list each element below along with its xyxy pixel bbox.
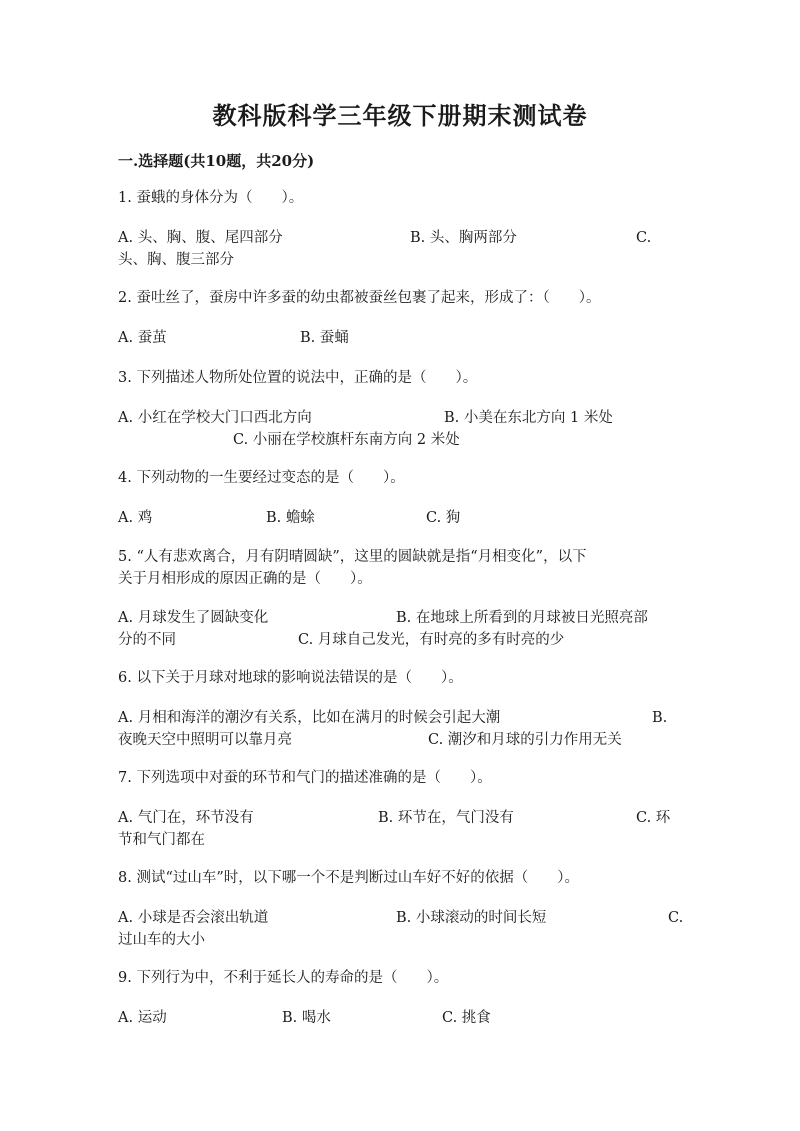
option-c-continued: 头、胸、腹三部分 [118, 252, 234, 268]
question-stem: 1. 蚕蛾的身体分为（ ）。 [118, 190, 304, 206]
option-a: A. 月相和海洋的潮汐有关系，比如在满月的时候会引起大潮 [118, 710, 501, 726]
option-c-continued: 节和气门都在 [118, 832, 205, 848]
option-a: A. 头、胸、腹、尾四部分 [118, 230, 283, 246]
option-c: C. 月球自己发光，有时亮的多有时亮的少 [298, 632, 565, 648]
option-b: B. 在地球上所看到的月球被日光照亮部 [396, 610, 648, 626]
option-b: B. 蟾蜍 [266, 510, 315, 526]
option-a: A. 月球发生了圆缺变化 [118, 610, 269, 626]
question-stem: 8. 测试“过山车”时，以下哪一个不是判断过山车好不好的依据（ ）。 [118, 870, 580, 886]
section-heading: 一.选择题(共10题，共20分) [118, 152, 315, 170]
option-a: A. 小红在学校大门口西北方向 [118, 410, 312, 426]
option-c: C. [636, 230, 652, 246]
page-title: 教科版科学三年级下册期末测试卷 [212, 101, 588, 130]
option-a: A. 小球是否会滚出轨道 [118, 910, 269, 926]
option-c: C. 环 [636, 810, 671, 826]
question-stem: 4. 下列动物的一生要经过变态的是（ ）。 [118, 470, 405, 486]
option-b: B. 头、胸两部分 [410, 230, 517, 246]
option-b-continued: 分的不同 [118, 632, 176, 648]
option-a: A. 鸡 [118, 510, 153, 526]
option-a: A. 运动 [118, 1010, 167, 1026]
option-b: B. 蚕蛹 [300, 330, 349, 346]
question-stem: 6. 以下关于月球对地球的影响说法错误的是（ ）。 [118, 670, 463, 686]
question-stem-line1: 5. “人有悲欢离合，月有阴晴圆缺”，这里的圆缺就是指“月相变化”，以下 [118, 549, 587, 565]
option-b: B. 喝水 [282, 1010, 331, 1026]
option-a: A. 蚕茧 [118, 330, 167, 346]
option-b: B. [652, 710, 668, 726]
question-stem: 9. 下列行为中，不利于延长人的寿命的是（ ）。 [118, 970, 449, 986]
option-b-continued: 夜晚天空中照明可以靠月亮 [118, 732, 292, 748]
option-a: A. 气门在，环节没有 [118, 810, 254, 826]
option-b: B. 环节在，气门没有 [378, 810, 514, 826]
option-b: B. 小球滚动的时间长短 [396, 910, 547, 926]
option-c: C. [668, 910, 684, 926]
question-stem: 2. 蚕吐丝了，蚕房中许多蚕的幼虫都被蚕丝包裹了起来，形成了：（ ）。 [118, 290, 601, 306]
option-c-continued: 过山车的大小 [118, 932, 205, 948]
option-c: C. 挑食 [442, 1010, 491, 1026]
question-stem-line2: 关于月相形成的原因正确的是（ ）。 [118, 571, 372, 587]
option-c: C. 潮汐和月球的引力作用无关 [428, 732, 622, 748]
option-c: C. 狗 [426, 510, 461, 526]
question-stem: 3. 下列描述人物所处位置的说法中，正确的是（ ）。 [118, 370, 478, 386]
option-b: B. 小美在东北方向 1 米处 [444, 410, 613, 426]
option-c: C. 小丽在学校旗杆东南方向 2 米处 [233, 432, 460, 448]
question-stem: 7. 下列选项中对蚕的环节和气门的描述准确的是（ ）。 [118, 770, 492, 786]
